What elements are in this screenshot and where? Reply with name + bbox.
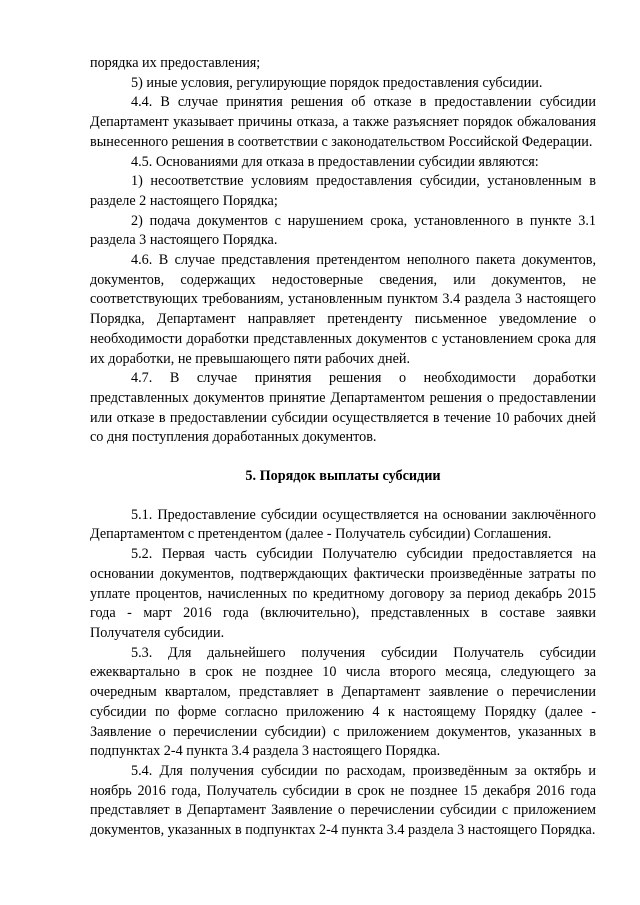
section-heading: 5. Порядок выплаты субсидии <box>245 468 441 485</box>
paragraph-4-5-item-2: 2) подача документов с нарушением срока, установленного в пункте 3.1 раздела 3 настоящего Порядка. <box>90 212 596 249</box>
paragraph-4-5-item-1: 1) несоответствие условиям предоставления субсидии, установленным в разделе 2 настоящего Порядка; <box>90 173 596 209</box>
paragraph-5-2: 5.2. Первая часть субсидии Получателю субсидии предоставляется на основании документов, подтверждающих фактически произведённые затраты по уплате процентов, начисленных по кредитному договору за период декабрь 2015 года - март 2016 года (включительно), представленных в составе заявки Получателя субсидии. <box>90 546 596 641</box>
document-page <box>90 54 596 841</box>
paragraph-condition-5: 5) иные условия, регулирующие порядок предоставления субсидии. <box>131 74 543 91</box>
paragraph-4-4: 4.4. В случае принятия решения об отказе в предоставлении субсидии Департамент указывает причины отказа, а также разъясняет порядок обжалования вынесенного решения в соответствии с законодательством Российской Федерации. <box>90 94 596 150</box>
paragraph-continuation: порядка их предоставления; <box>90 55 261 71</box>
paragraph-4-6: 4.6. В случае представления претендентом неполного пакета документов, документов, содержащих недостоверные сведения, или документов, не соответствующих требованиям, установленным пунктом 3.4 раздела 3 настоящего Порядка, Департамент направляет претенденту письменное уведомление о необходимости доработки представленных документов с установлением срока для их доработки, не превышающего пяти рабочих дней. <box>90 252 596 367</box>
paragraph-4-5: 4.5. Основаниями для отказа в предоставлении субсидии являются: <box>131 153 539 170</box>
paragraph-5-4: 5.4. Для получения субсидии по расходам, произведённым за октябрь и ноябрь 2016 года, Получатель субсидии в срок не позднее 15 декабря 2016 года представляет в Департамент Заявление о перечислении субсидии с приложением документов, указанных в подпунктах 2-4 пункта 3.4 раздела 3 настоящего Порядка. <box>90 762 596 839</box>
paragraph-5-3: 5.3. Для дальнейшего получения субсидии Получатель субсидии ежеквартально в срок не позднее 10 числа второго месяца, следующего за очередным кварталом, представляет в Департамент заявление о перечислении субсидии по форме согласно приложению 4 к настоящему Порядку (далее - Заявление о перечислении субсидии) с приложением документов, указанных в подпунктах 2-4 пункта 3.4 раздела 3 настоящего Порядка. <box>90 644 596 760</box>
paragraph-4-7: 4.7. В случае принятия решения о необходимости доработки представленных документов принятие Департаментом решения о предоставлении или отказе в предоставлении субсидии осуществляется в течение 10 рабочих дней со дня поступления доработанных документов. <box>90 370 596 446</box>
paragraph-5-1: 5.1. Предоставление субсидии осуществляется на основании заключённого Департаментом с претендентом (далее - Получатель субсидии) Соглашения. <box>90 506 596 543</box>
